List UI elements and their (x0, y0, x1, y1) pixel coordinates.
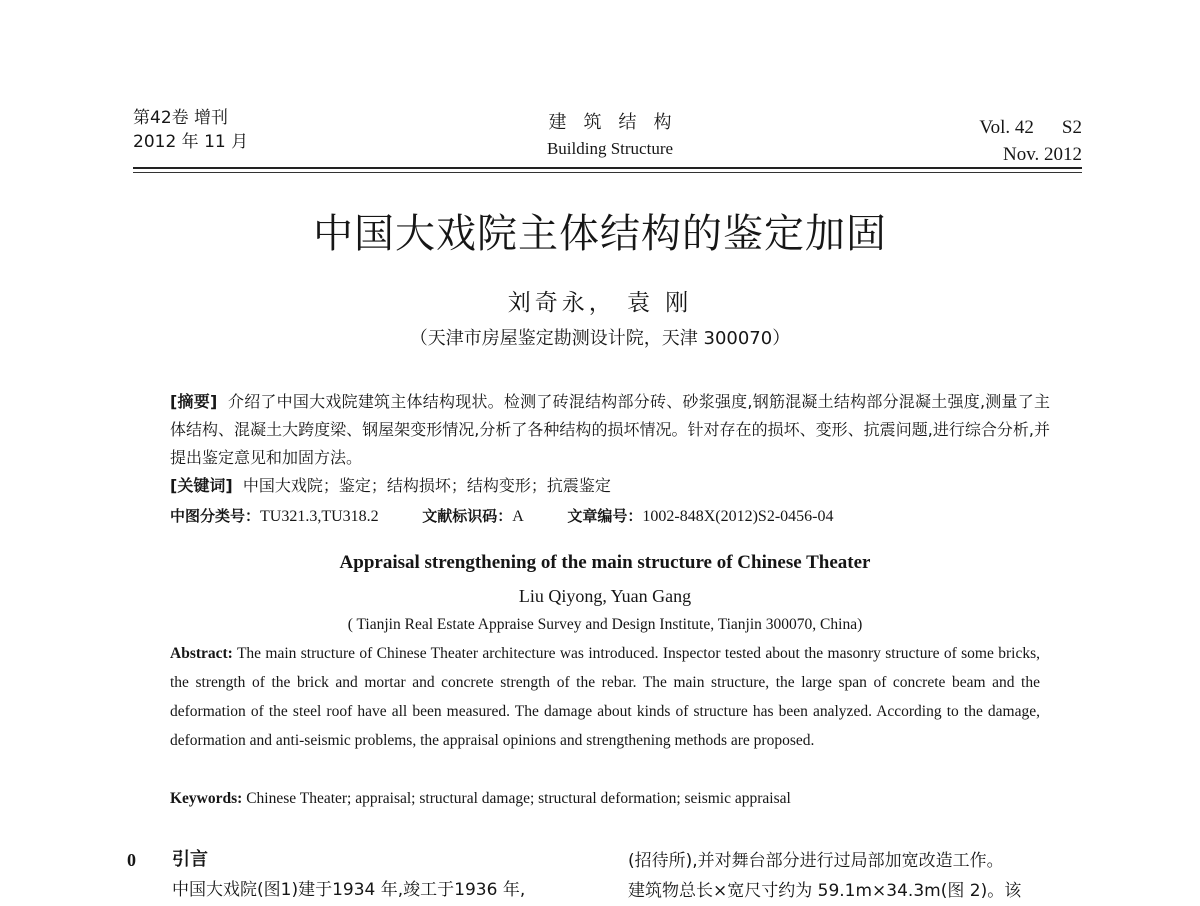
article-no-label: 文章编号： (567, 507, 643, 525)
clc-value: TU321.3,TU318.2 (260, 508, 379, 525)
keywords-cn (170, 472, 1050, 500)
keywords-en (170, 784, 1050, 813)
journal-date-en: Nov. 2012 (1003, 144, 1082, 165)
article-affiliation-cn: （天津市房屋鉴定勘测设计院，天津 300070） (409, 328, 791, 349)
body-right-line-2: 建筑物总长×宽尺寸约为 59.1m×34.3m(图 2)。该 (628, 881, 1022, 901)
journal-issue-block (133, 106, 248, 154)
doc-code-value: A (512, 508, 524, 525)
journal-issue-cn: 第42卷 增刊 (133, 108, 229, 128)
keywords-cn-label: [关键词] (170, 476, 233, 495)
journal-name-block (500, 110, 720, 162)
header-rule-thick (133, 167, 1082, 169)
abstract-cn-label: [摘要] (170, 392, 218, 411)
journal-date-cn: 2012 年 11 月 (133, 132, 249, 152)
section-title: 引言 (172, 849, 208, 870)
body-right-column (628, 846, 1088, 906)
body-right-line-1: (招待所),并对舞台部分进行过局部加宽改造工作。 (628, 851, 1004, 871)
keywords-en-label: Keywords: (170, 790, 243, 807)
header-rule-thin (133, 172, 1082, 173)
abstract-cn-text: 介绍了中国大戏院建筑主体结构现状。检测了砖混结构部分砖、砂浆强度,钢筋混凝土结构部分混凝土强度,测量了主体结构、混凝土大跨度梁、钢屋架变形情况,分析了各种结构的损坏情况。针对存在的损坏、变形、抗震问题,进行综合分析,并提出鉴定意见和加固方法。 (170, 392, 1050, 467)
article-title-en: Appraisal strengthening of the main structure of Chinese Theater (339, 552, 871, 573)
article-no-value: 1002-848X(2012)S2-0456-04 (642, 508, 834, 525)
doc-code-label: 文献标识码： (422, 507, 513, 525)
abstract-en-text: The main structure of Chinese Theater architecture was introduced. Inspector tested about the masonry structure of some bricks, the strength of the brick and mortar and concrete strength of the rebar. The main structure, the large span of concrete beam and the deformation of the steel roof have all been measured. The damage about kinds of structure has been analyzed. According to the damage, deformation and anti-seismic problems, the appraisal opinions and strengthening methods are proposed. (170, 645, 1040, 749)
journal-volume-en: Vol. 42 (979, 117, 1034, 138)
body-left-column-line: 中国大戏院(图1)建于1934 年,竣工于1936 年, (172, 880, 526, 900)
abstract-en-label: Abstract: (170, 645, 233, 662)
journal-supplement-en: S2 (1061, 117, 1082, 138)
journal-name-en: Building Structure (546, 139, 674, 158)
journal-volume-block (979, 114, 1082, 168)
journal-name-cn: 建筑结构 (548, 112, 689, 133)
clc-label: 中图分类号： (170, 507, 261, 525)
abstract-cn (170, 388, 1050, 472)
article-title-cn: 中国大戏院主体结构的鉴定加固 (313, 211, 887, 257)
article-authors-cn: 刘奇永， 袁 刚 (507, 290, 693, 316)
section-number: 0 (127, 850, 136, 870)
classification-line (170, 502, 1070, 531)
keywords-cn-text: 中国大戏院；鉴定；结构损坏；结构变形；抗震鉴定 (242, 476, 611, 495)
article-affiliation-en: ( Tianjin Real Estate Appraise Survey and Design Institute, Tianjin 300070, China) (347, 616, 863, 633)
article-authors-en: Liu Qiyong, Yuan Gang (518, 586, 692, 606)
keywords-en-text: Chinese Theater; appraisal; structural damage; structural deformation; seismic appraisal (246, 790, 791, 807)
abstract-en (170, 639, 1040, 755)
